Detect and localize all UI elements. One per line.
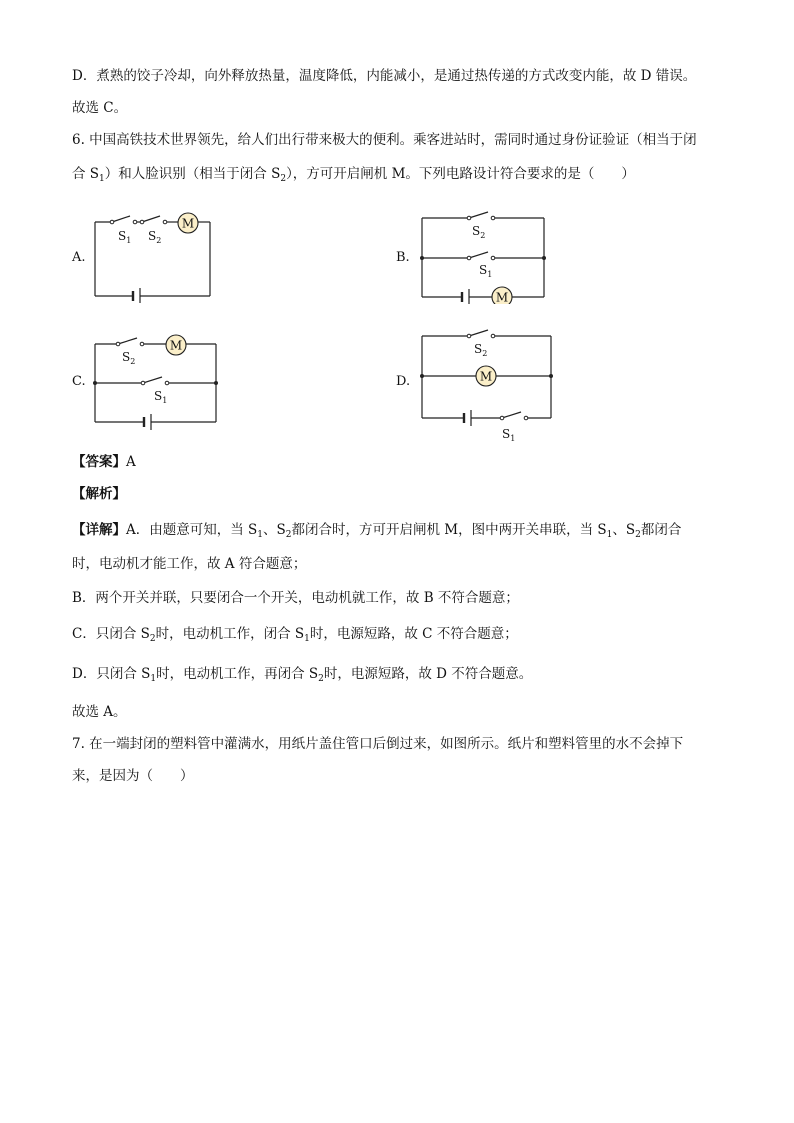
detail-option-b: B．两个开关并联，只要闭合一个开关，电动机就工作，故 B 不符合题意；	[72, 590, 519, 606]
answer-line	[72, 452, 136, 472]
circuit-diagram-d	[414, 322, 560, 444]
answer-tag: 【答案】	[72, 454, 126, 470]
motor-label: M	[181, 216, 195, 231]
final-choice: 故选 A。	[72, 704, 127, 720]
q6-stem-line1: 6. 中国高铁技术世界领先，给人们出行带来极大的便利。乘客进站时，需同时通过身份证验证（相当于闭	[72, 132, 697, 148]
analysis-tag: 【解析】	[72, 486, 126, 502]
prev-option-d-text: D．煮熟的饺子冷却，向外释放热量，温度降低，内能减小，是通过热传递的方式改变内能，故 D 错误。	[72, 68, 697, 84]
detail-option-c: C．只闭合 $S_2$时，电动机工作，闭合 $S_1$时，电源短路，故 C 不符合题意；	[72, 626, 518, 644]
q7-stem-line2: 来，是因为（ ）	[72, 768, 194, 784]
svg-text:S1: $S_1$	[479, 263, 493, 279]
svg-text:S1: $S_1$	[502, 427, 516, 443]
svg-text:S1: $S_1$	[154, 389, 168, 405]
option-a-label: A.	[72, 250, 86, 265]
circuit-diagram-c	[88, 332, 224, 432]
option-b-label: B.	[396, 250, 410, 265]
motor-label: M	[169, 338, 183, 353]
answer-value: A	[126, 454, 136, 470]
prev-answer-choice: 故选 C。	[72, 100, 128, 116]
q6-stem-line2: 合 $S_1$）和人脸识别（相当于闭合 $S_2$），方可开启闸机 M。下列电路设计符合要求的是（ ）	[72, 166, 635, 184]
motor-label: M	[479, 369, 493, 384]
q7-stem-line1: 7. 在一端封闭的塑料管中灌满水，用纸片盖住管口后倒过来，如图所示。纸片和塑料管里的水不会掉下	[72, 736, 684, 752]
option-d-label: D.	[396, 374, 411, 389]
svg-text:S2: $S_2$	[148, 229, 162, 245]
svg-text:S2: $S_2$	[472, 224, 486, 240]
detail-line2: 时，电动机才能工作，故 A 符合题意；	[72, 556, 307, 572]
circuit-diagram-a	[90, 208, 220, 303]
option-c-label: C.	[72, 374, 86, 389]
svg-text:S2: $S_2$	[474, 342, 488, 358]
svg-text:S1: $S_1$	[118, 229, 132, 245]
svg-text:S2: $S_2$	[122, 350, 136, 366]
motor-label: M	[495, 290, 509, 304]
detail-option-d: D．只闭合 $S_1$时，电动机工作，再闭合 $S_2$时，电源短路，故 D 不符合题意。	[72, 666, 533, 684]
circuit-diagram-b	[414, 202, 554, 304]
detail-line1: 【详解】A．由题意可知，当 $S_1$、$S_2$都闭合时，方可开启闸机 M，图中两开关串联，当 $S_1$、$S_2$都闭合	[72, 522, 682, 540]
